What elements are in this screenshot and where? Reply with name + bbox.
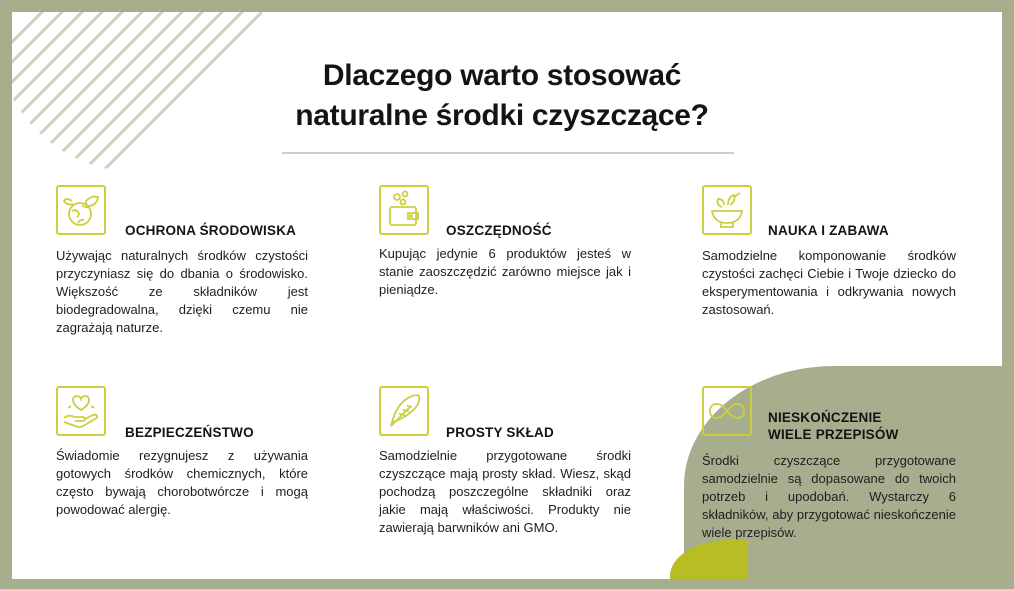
card-text: Samodzielnie przygotowane środki czyszczące mają prosty skład. Wiesz, skąd pochodzą poszczególne składniki oraz jakie mają właściwości. Produkty nie zawierają barwników ani GMO. — [379, 448, 631, 535]
infinity-icon — [702, 386, 752, 436]
feather-icon — [379, 386, 429, 436]
card-text: Używając naturalnych środków czystości przyczyniasz się do dbania o środowisko. Większość ze składników jest biodegradowalna, dzięki czemu nie zagrażają naturze. — [56, 248, 308, 335]
title-line-1: Dlaczego warto stosować — [322, 59, 682, 92]
hand-heart-icon — [56, 386, 106, 436]
page-title — [252, 56, 752, 136]
card-title: OSZCZĘDNOŚĆ — [446, 223, 552, 238]
card-text: Środki czyszczące przygotowane samodzielnie są dopasowane do twoich potrzeb i upodobań. Wystarczy 6 składników, aby przygotować nieskończenie wiele przepisów. — [702, 453, 956, 540]
card-text: Świadomie rezygnujesz z używania gotowych środków chemicznych, które często bywają chorobotwórcze i mogą powodować alergię. — [56, 448, 308, 517]
card-text: Samodzielne komponowanie środków czystości zachęci Ciebie i Twoje dziecko do eksperymentowania i odkrywania nowych zastosowań. — [702, 248, 956, 317]
mixing-bowl-icon — [702, 185, 752, 235]
title-divider — [282, 152, 734, 154]
earth-leaf-icon — [56, 185, 106, 235]
card-text: Kupując jedynie 6 produktów jesteś w stanie zaoszczędzić zarówno miejsce jak i pieniądze. — [379, 246, 631, 297]
card-title: NAUKA I ZABAWA — [768, 223, 889, 238]
card-title-line-1: NIESKOŃCZENIE — [768, 410, 882, 425]
card-title: PROSTY SKŁAD — [446, 425, 554, 440]
title-line-2: naturalne środki czyszczące? — [295, 99, 709, 132]
diagonal-stripes-decoration — [12, 12, 262, 172]
card-title-line-2: WIELE PRZEPISÓW — [768, 427, 899, 442]
wallet-coins-icon — [379, 185, 429, 235]
card-title: OCHRONA ŚRODOWISKA — [125, 223, 297, 238]
lime-corner-shape — [670, 540, 748, 579]
card-title — [768, 409, 899, 443]
infographic-panel — [12, 12, 1002, 579]
card-title: BEZPIECZEŃSTWO — [125, 425, 254, 440]
